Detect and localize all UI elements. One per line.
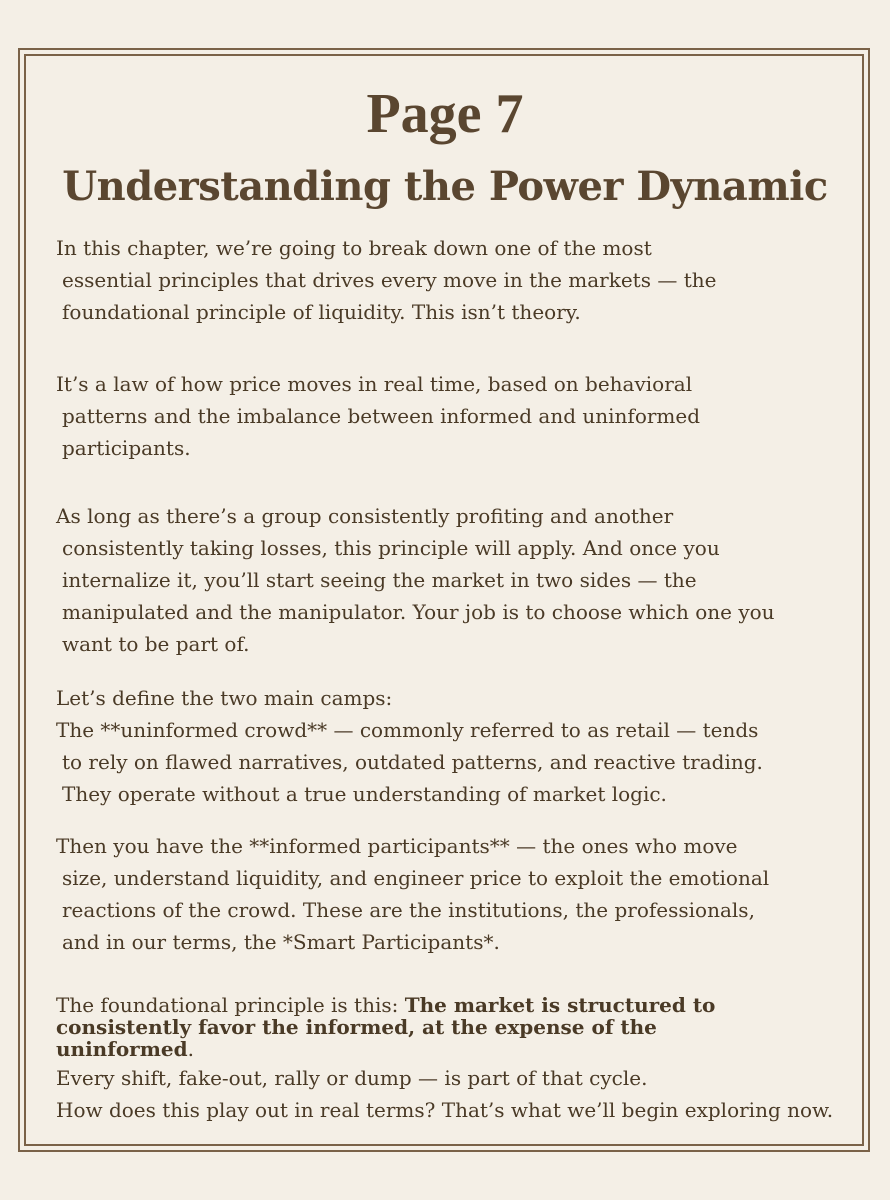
page-number: Page 7 bbox=[366, 83, 524, 145]
paragraph-line: and in our terms, the *Smart Participants*. bbox=[62, 930, 500, 954]
paragraph-line: to rely on flawed narratives, outdated patterns, and reactive trading. bbox=[62, 750, 763, 774]
paragraph-line: Let’s define the two main camps: bbox=[56, 686, 393, 710]
paragraph-4 bbox=[56, 682, 846, 810]
paragraph-1 bbox=[56, 232, 846, 328]
paragraph-line: How does this play out in real terms? That’s what we’ll begin exploring now. bbox=[56, 1098, 834, 1122]
key-principle-lead: The foundational principle is this: bbox=[56, 993, 405, 1017]
paragraph-line: consistently taking losses, this principle will apply. And once you bbox=[62, 536, 720, 560]
paragraph-2 bbox=[56, 368, 846, 464]
key-principle-paragraph bbox=[56, 994, 846, 1060]
paragraph-line: want to be part of. bbox=[62, 632, 250, 656]
key-principle-bold: The market is structured to bbox=[404, 993, 716, 1017]
paragraph-line: essential principles that drives every move in the markets — the bbox=[62, 268, 717, 292]
paragraph-line: manipulated and the manipulator. Your job is to choose which one you bbox=[62, 600, 775, 624]
key-principle-end: . bbox=[187, 1037, 194, 1061]
paragraph-line: They operate without a true understanding of market logic. bbox=[62, 782, 667, 806]
key-principle-bold: consistently favor the informed, at the expense of the bbox=[56, 1015, 657, 1039]
paragraph-5 bbox=[56, 830, 846, 958]
paragraph-line: foundational principle of liquidity. This isn’t theory. bbox=[62, 300, 581, 324]
paragraph-line: As long as there’s a group consistently profiting and another bbox=[56, 504, 674, 528]
paragraph-3 bbox=[56, 500, 846, 660]
paragraph-line: In this chapter, we’re going to break down one of the most bbox=[56, 236, 652, 260]
paragraph-line: The **uninformed crowd** — commonly referred to as retail — tends bbox=[56, 718, 759, 742]
paragraph-line: Every shift, fake-out, rally or dump — is part of that cycle. bbox=[56, 1066, 648, 1090]
paragraph-line: reactions of the crowd. These are the institutions, the professionals, bbox=[62, 898, 755, 922]
paragraph-line: internalize it, you’ll start seeing the market in two sides — the bbox=[62, 568, 697, 592]
paragraph-line: participants. bbox=[62, 436, 191, 460]
paragraph-line: Then you have the **informed participants** — the ones who move bbox=[56, 834, 738, 858]
chapter-title: Understanding the Power Dynamic bbox=[62, 163, 828, 210]
key-principle-bold: uninformed bbox=[56, 1037, 188, 1061]
paragraph-7 bbox=[56, 1062, 846, 1126]
paragraph-line: patterns and the imbalance between informed and uninformed bbox=[62, 404, 701, 428]
paragraph-line: size, understand liquidity, and engineer price to exploit the emotional bbox=[62, 866, 770, 890]
paragraph-line: It’s a law of how price moves in real time, based on behavioral bbox=[56, 372, 693, 396]
